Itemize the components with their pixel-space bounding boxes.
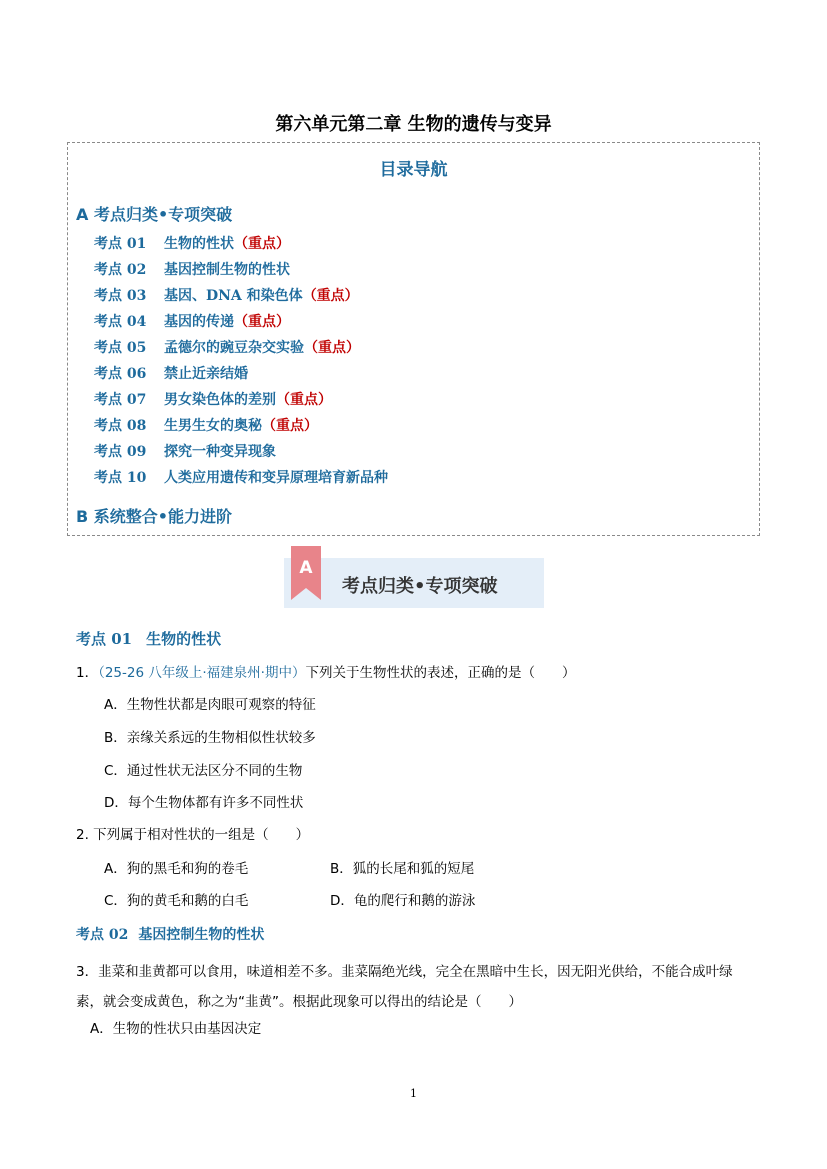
section-title: 基因控制生物的性状: [138, 927, 265, 943]
toc-list: [94, 235, 388, 495]
option-a: A．生物的性状只由基因决定: [90, 1021, 262, 1037]
question-2: 2. 下列属于相对性状的一组是（ ）: [76, 827, 310, 843]
question-number: 1．: [76, 665, 99, 681]
question-1: [76, 664, 575, 682]
option-a: A．狗的黑毛和狗的卷毛: [104, 861, 249, 877]
toc-section-b[interactable]: B 系统整合•能力进阶: [76, 507, 232, 526]
option-c: C．狗的黄毛和鹅的白毛: [104, 893, 249, 909]
toc-item[interactable]: [94, 287, 388, 313]
toc-item-text: 基因、DNA 和染色体: [164, 288, 303, 304]
toc-section-a[interactable]: A 考点归类•专项突破: [76, 205, 233, 224]
toc-item-text: 生物的性状: [164, 236, 234, 252]
toc-item-number: 考点 05: [94, 340, 147, 356]
toc-item-key-mark: （重点）: [302, 288, 359, 304]
document-title: 第六单元第二章 生物的遗传与变异: [275, 114, 552, 135]
section-title: 生物的性状: [146, 630, 222, 648]
toc-item[interactable]: [94, 469, 388, 495]
question-stem: 下列关于生物性状的表述，正确的是（ ）: [305, 665, 576, 681]
section-banner: [284, 558, 544, 608]
toc-item-key-mark: （重点）: [304, 340, 360, 356]
toc-item-text: 基因的传递: [164, 314, 234, 330]
bookmark-icon: [291, 546, 321, 600]
toc-item-text: 基因控制生物的性状: [164, 262, 290, 278]
page-number: 1: [410, 1087, 417, 1100]
section-number: 考点 01: [76, 630, 133, 648]
toc-item-key-mark: （重点）: [276, 392, 332, 408]
toc-item-text: 男女染色体的差别: [164, 392, 276, 408]
toc-item-number: 考点 07: [94, 392, 147, 408]
toc-item-number: 考点 06: [94, 366, 147, 382]
toc-item-number: 考点 03: [94, 288, 147, 304]
toc-item-number: 考点 08: [94, 418, 147, 434]
toc-item[interactable]: [94, 261, 388, 287]
option-d: D．龟的爬行和鹅的游泳: [330, 893, 476, 909]
toc-heading: 目录导航: [379, 160, 448, 180]
toc-item[interactable]: [94, 339, 388, 365]
toc-item-text: 孟德尔的豌豆杂交实验: [164, 340, 304, 356]
toc-item-number: 考点 09: [94, 444, 147, 460]
toc-item-text: 禁止近亲结婚: [164, 366, 248, 382]
question-source: （25-26 八年级上·福建泉州·期中）: [98, 665, 306, 681]
question-3: 3．韭菜和韭黄都可以食用，味道相差不多。韭菜隔绝光线，完全在黑暗中生长，因无阳光供给，不能合成叶绿素，就会变成黄色，称之为“韭黄”。根据此现象可以得出的结论是（ ）: [76, 964, 733, 1010]
toc-item-key-mark: （重点）: [262, 418, 318, 434]
toc-item-key-mark: （重点）: [234, 314, 290, 330]
toc-item-number: 考点 01: [94, 236, 147, 252]
table-of-contents: [67, 142, 760, 536]
option-a: A．生物性状都是肉眼可观察的特征: [104, 697, 316, 713]
option-b: B．狐的长尾和狐的短尾: [330, 861, 475, 877]
toc-item[interactable]: [94, 391, 388, 417]
toc-item-text: 人类应用遗传和变异原理培育新品种: [164, 470, 388, 486]
toc-item-key-mark: （重点）: [234, 236, 290, 252]
toc-item-text: 探究一种变异现象: [164, 444, 276, 460]
option-b: B．亲缘关系远的生物相似性状较多: [104, 730, 316, 746]
banner-letter: A: [299, 558, 313, 578]
toc-item[interactable]: [94, 313, 388, 339]
toc-item[interactable]: [94, 235, 388, 261]
section-heading-02: [76, 924, 264, 944]
toc-item[interactable]: [94, 443, 388, 469]
section-number: 考点 02: [76, 927, 129, 943]
toc-item-number: 考点 04: [94, 314, 147, 330]
toc-item[interactable]: [94, 417, 388, 443]
banner-title: 考点归类•专项突破: [342, 576, 498, 597]
option-c: C．通过性状无法区分不同的生物: [104, 763, 303, 779]
toc-item[interactable]: [94, 365, 388, 391]
option-d: D．每个生物体都有许多不同性状: [104, 795, 304, 811]
toc-item-number: 考点 02: [94, 262, 147, 278]
toc-item-text: 生男生女的奥秘: [164, 418, 262, 434]
section-heading-01: [76, 628, 221, 649]
toc-item-number: 考点 10: [94, 470, 147, 486]
